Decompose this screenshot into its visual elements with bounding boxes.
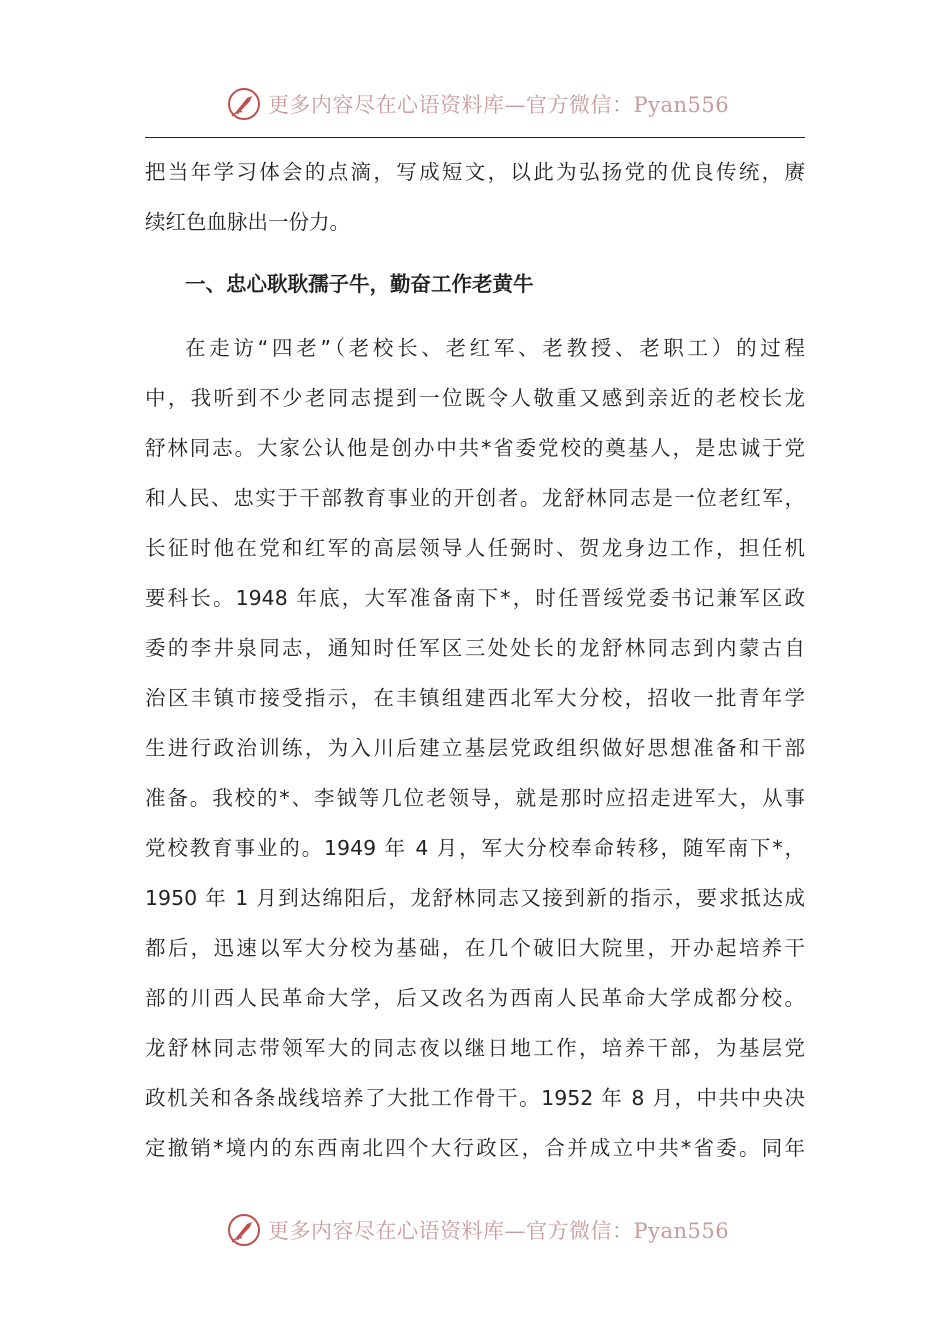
body-line: 委的李井泉同志，通知时任军区三处处长的龙舒林同志到内蒙古自 — [145, 636, 805, 660]
pen-nib-logo-icon — [226, 1212, 262, 1248]
body-line: 把当年学习体会的点滴，写成短文，以此为弘扬党的优良传统，赓 — [145, 160, 805, 184]
pen-nib-logo-icon — [226, 86, 262, 122]
body-line: 党校教育事业的。1949 年 4 月，军大分校奉命转移，随军南下*， — [145, 836, 805, 860]
body-line: 和人民、忠实于干部教育事业的开创者。龙舒林同志是一位老红军， — [145, 486, 805, 510]
section-heading: 一、忠心耿耿孺子牛，勤奋工作老黄牛 — [185, 272, 534, 296]
body-line: 治区丰镇市接受指示，在丰镇组建西北军大分校，招收一批青年学 — [145, 686, 805, 710]
body-line: 长征时他在党和红军的高层领导人任弼时、贺龙身边工作，担任机 — [145, 536, 805, 560]
body-line: 龙舒林同志带领军大的同志夜以继日地工作，培养干部，为基层党 — [145, 1036, 805, 1060]
body-line: 中，我听到不少老同志提到一位既令人敬重又感到亲近的老校长龙 — [145, 386, 805, 410]
body-line: 政机关和各条战线培养了大批工作骨干。1952 年 8 月，中共中央决 — [145, 1086, 805, 1110]
footer-banner-text: 更多内容尽在心语资料库—官方微信：Pyan556 — [268, 1219, 730, 1243]
body-line: 部的川西人民革命大学，后又改名为西南人民革命大学成都分校。 — [145, 986, 805, 1010]
header-banner — [0, 84, 950, 124]
body-line: 定撤销*境内的东西南北四个大行政区，合并成立中共*省委。同年 — [145, 1136, 805, 1160]
body-line: 在走访“四老”（老校长、老红军、老教授、老职工）的过程 — [185, 336, 805, 360]
body-line: 要科长。1948 年底，大军准备南下*，时任晋绥党委书记兼军区政 — [145, 586, 805, 610]
footer-banner — [0, 1210, 950, 1250]
body-line: 续红色血脉出一份力。 — [145, 210, 350, 234]
header-banner-text: 更多内容尽在心语资料库—官方微信：Pyan556 — [268, 93, 730, 117]
body-line: 1950 年 1 月到达绵阳后，龙舒林同志又接到新的指示，要求抵达成 — [145, 886, 805, 910]
body-line: 都后，迅速以军大分校为基础，在几个破旧大院里，开办起培养干 — [145, 936, 805, 960]
body-line: 舒林同志。大家公认他是创办中共*省委党校的奠基人，是忠诚于党 — [145, 436, 805, 460]
header-divider — [145, 137, 805, 138]
body-line: 准备。我校的*、李钺等几位老领导，就是那时应招走进军大，从事 — [145, 786, 805, 810]
body-line: 生进行政治训练，为入川后建立基层党政组织做好思想准备和干部 — [145, 736, 805, 760]
